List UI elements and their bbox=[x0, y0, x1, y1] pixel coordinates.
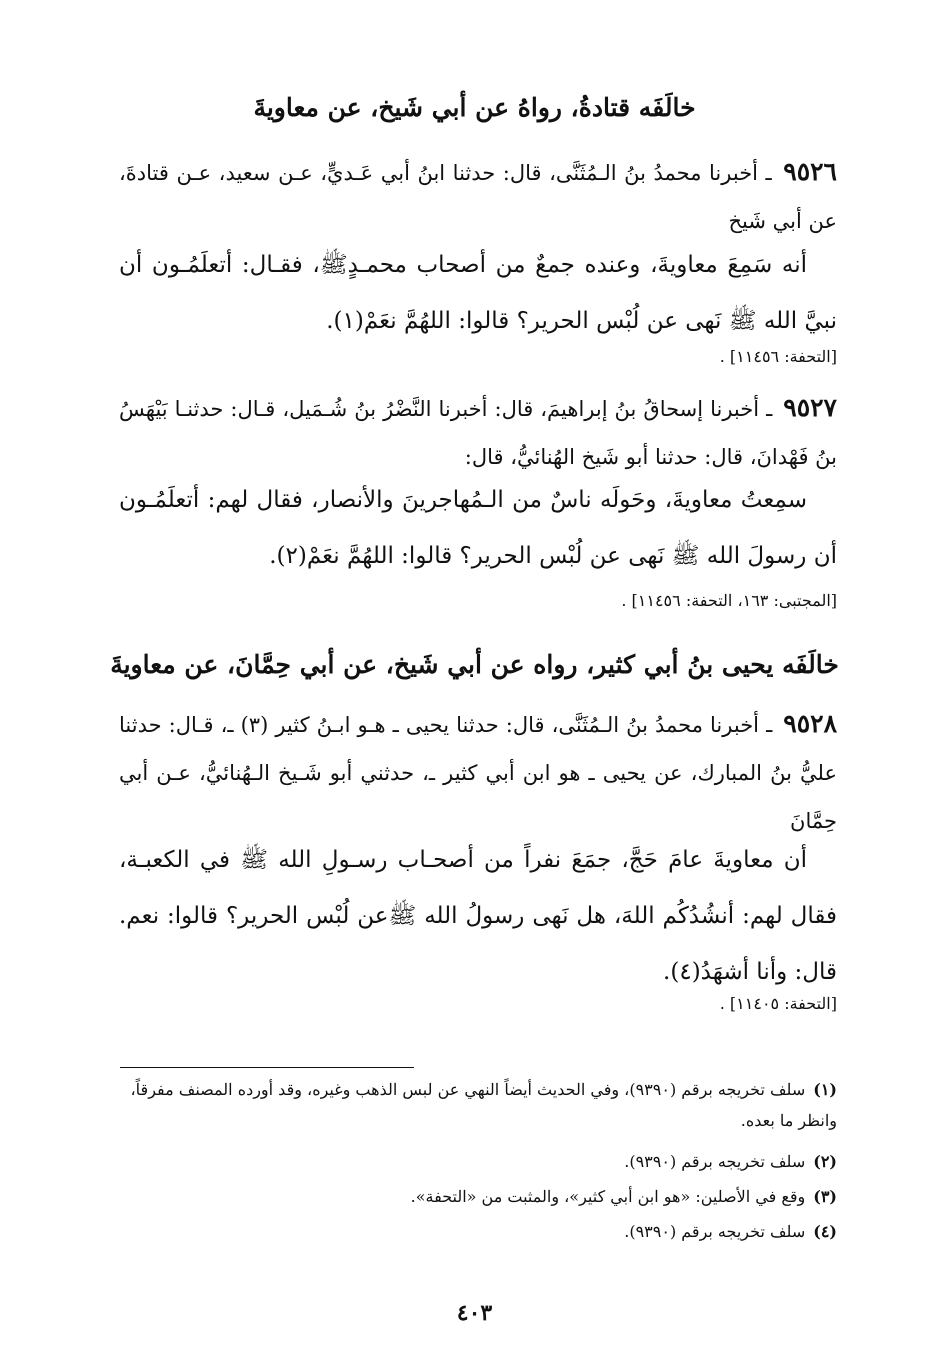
hadith-9527-isnad bbox=[119, 384, 837, 481]
section-heading-yahya: خالَفَه يحيى بنُ أبي كثير، رواه عن أبي شَيخ، عن أبي حِمَّانَ، عن معاويةَ bbox=[110, 650, 839, 679]
hadith-9528-matn bbox=[119, 832, 837, 1000]
section-heading-qatada: خالَفَه قتادةُ، رواهُ عن أبي شَيخ، عن معاويةَ bbox=[253, 93, 696, 122]
hadith-9526-matn bbox=[119, 237, 837, 349]
page-number: ٤٠٣ bbox=[456, 1300, 493, 1326]
hadith-number: ٩٥٢٨ bbox=[783, 709, 838, 738]
matn-text: أن معاويةَ عامَ حَجَّ، جمَعَ نفراً من أصحـاب رسـولِ الله ﷺ في الكعبـة، فقال لهم: أنشُدُكُم اللهَ، هل نَهى رسولُ الله ﷺعن لُبْس الحرير؟ قالوا: نعم. قال: وأنا أشهَدُ(٤). bbox=[119, 847, 837, 985]
footnote-1 bbox=[119, 1074, 837, 1136]
footnote-number: (٣) bbox=[813, 1187, 837, 1206]
hadith-9526-isnad bbox=[119, 148, 837, 245]
footnote-text: سلف تخريجه برقم (٩٣٩٠). bbox=[624, 1152, 806, 1171]
matn-text: أنه سَمِعَ معاويةَ، وعنده جمعٌ من أصحاب محمـدٍﷺ، فقـال: أتعلَمُـون أن نبيَّ الله ﷺ نَهى عن لُبْس الحرير؟ قالوا: اللهُمَّ نعَمْ(١). bbox=[119, 252, 837, 334]
footnote-number: (١) bbox=[813, 1080, 837, 1099]
hadith-9527-reference: [المجتبى: ١٦٣، التحفة: ١١٤٥٦] . bbox=[621, 591, 837, 610]
hadith-number: ٩٥٢٧ bbox=[783, 393, 837, 422]
footnote-text: سلف تخريجه برقم (٩٣٩٠). bbox=[624, 1222, 806, 1241]
hadith-9528-isnad bbox=[119, 700, 837, 845]
footnote-2 bbox=[119, 1146, 837, 1177]
footnote-number: (٢) bbox=[813, 1152, 837, 1171]
hadith-9528-reference: [التحفة: ١١٤٠٥] . bbox=[719, 994, 837, 1013]
footnote-4 bbox=[119, 1216, 837, 1247]
hadith-9527-matn bbox=[119, 472, 837, 584]
footnote-text: وقع في الأصلين: «هو ابن أبي كثير»، والمثبت من «التحفة». bbox=[410, 1187, 806, 1206]
isnad-text: ـ أخبرنا محمدُ بنُ الـمُثَنَّى، قال: حدثنا ابنُ أبي عَـديٍّ، عـن سعيد، عـن قتادةَ، عن أبي شَيخ bbox=[119, 161, 837, 233]
matn-text: سمِعتُ معاويةَ، وحَولَه ناسٌ من الـمُهاجرينَ والأنصار، فقال لهم: أتعلَمُـون أن رسولَ الله ﷺ نَهى عن لُبْس الحرير؟ قالوا: اللهُمَّ نعَمْ(٢). bbox=[119, 487, 837, 569]
isnad-text: ـ أخبرنا إسحاقُ بنُ إبراهيمَ، قال: أخبرنا النَّضْرُ بنُ شُـمَيل، قـال: حدثنـا بَيْهَسُ بنُ فَهْدانَ، قال: حدثنا أبو شَيخ الهُنائيُّ، قال: bbox=[119, 397, 837, 469]
footnote-number: (٤) bbox=[813, 1222, 837, 1241]
footnote-text: سلف تخريجه برقم (٩٣٩٠)، وفي الحديث أيضاً النهي عن لبس الذهب وغيره، وقد أورده المصنف مفرقاً، وانظر ما بعده. bbox=[130, 1080, 837, 1130]
footnote-separator bbox=[120, 1067, 414, 1068]
hadith-9526-reference: [التحفة: ١١٤٥٦] . bbox=[719, 347, 837, 366]
hadith-number: ٩٥٢٦ bbox=[783, 157, 837, 186]
footnote-3 bbox=[119, 1181, 837, 1212]
isnad-text: ـ أخبرنا محمدُ بنُ الـمُثَنَّى، قال: حدثنا يحيى ـ هـو ابـنُ كثير (٣) ـ، قـال: حدثنا عليُّ بنُ المبارك، عن يحيى ـ هو ابن أبي كثير ـ، حدثني أبو شَـيخ الـهُنائيُّ، عـن أبي حِمَّانَ bbox=[119, 713, 837, 833]
